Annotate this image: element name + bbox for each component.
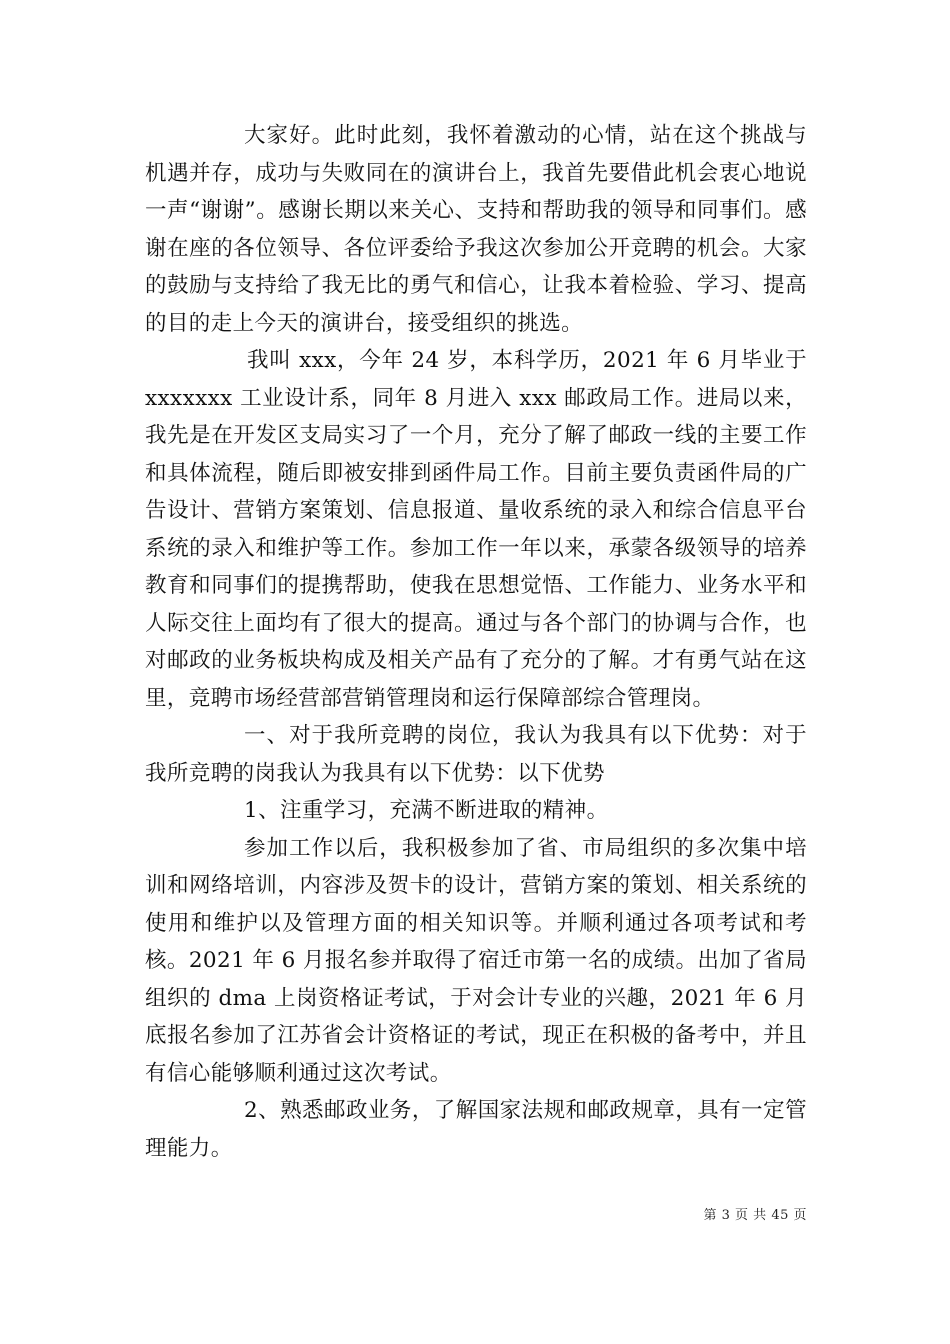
paragraph-self-intro: 我叫 xxx，今年 24 岁，本科学历，2021 年 6 月毕业于 xxxxxxx 工业设计系，同年 8 月进入 xxx 邮政局工作。进局以来，我先是在开发区支局实习了一个月，充分了解了邮政一线的主要工作和具体流程，随后即被安排到函件局工作。目前主要负责函件局的广告设计、营销方案策划、信息报道、量收系统的录入和综合信息平台系统的录入和维护等工作。参加工作一年以来，承蒙各级领导的培养教育和同事们的提携帮助，使我在思想觉悟、工作能力、业务水平和人际交往上面均有了很大的提高。通过与各个部门的协调与合作，也对邮政的业务板块构成及相关产品有了充分的了解。才有勇气站在这里，竞聘市场经营部营销管理岗和运行保障部综合管理岗。 <box>145 348 807 711</box>
paragraph-training: 参加工作以后，我积极参加了省、市局组织的多次集中培训和网络培训，内容涉及贺卡的设计，营销方案的策划、相关系统的使用和维护以及管理方面的相关知识等。并顺利通过各项考试和考核。2021 年 6 月报名参并取得了宿迁市第一名的成绩。出加了省局组织的 dma 上岗资格证考试，于对会计专业的兴趣，2021 年 6 月底报名参加了江苏省会计资格证的考试，现正在积极的备考中，并且有信心能够顺利通过这次考试。 <box>145 835 807 1086</box>
paragraph-point-1: 1、注重学习，充满不断进取的精神。 <box>244 798 609 823</box>
paragraph-section-heading: 一、对于我所竞聘的岗位，我认为我具有以下优势：对于我所竞聘的岗我认为我具有以下优势：以下优势 <box>145 723 807 786</box>
document-page <box>145 117 807 1167</box>
paragraph-greeting: 大家好。此时此刻，我怀着激动的心情，站在这个挑战与机遇并存，成功与失败同在的演讲台上，我首先要借此机会衷心地说一声“谢谢”。感谢长期以来关心、支持和帮助我的领导和同事们。感谢在座的各位领导、各位评委给予我这次参加公开竞聘的机会。大家的鼓励与支持给了我无比的勇气和信心，让我本着检验、学习、提高的目的走上今天的演讲台，接受组织的挑选。 <box>145 123 807 336</box>
paragraph-point-2: 2、熟悉邮政业务，了解国家法规和邮政规章，具有一定管理能力。 <box>145 1098 807 1161</box>
page-number: 第 3 页 共 45 页 <box>703 1208 807 1223</box>
